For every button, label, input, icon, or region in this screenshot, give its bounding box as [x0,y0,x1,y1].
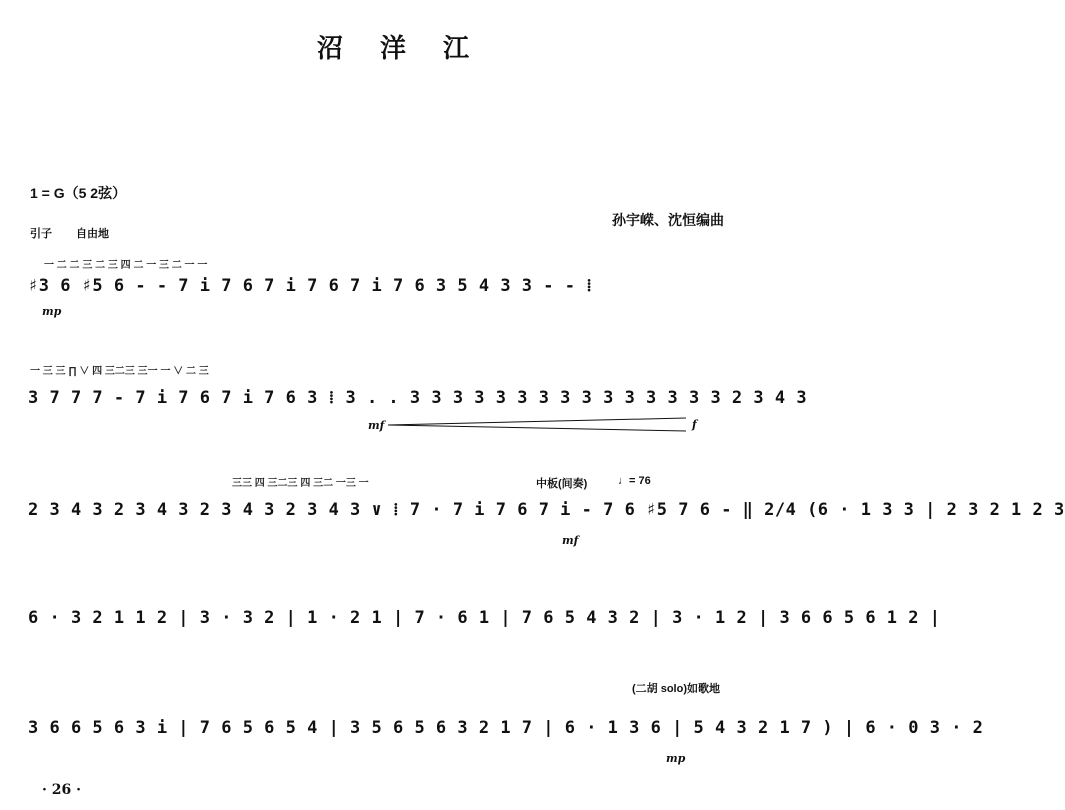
tempo-marking: ♩= 76 [618,475,651,487]
line2-notes: 3 7 7 7 - 7 i 7 6 7 i 7 6 3 ⁞ 3 . . 3 3 3 3 3 3 3 3 3 3 3 3 3 3 3 2 3 4 3 [28,388,808,408]
line5-notes: 3 6 6 5 6 3 i | 7 6 5 6 5 4 | 3 5 6 5 6 3 2 1 7 | 6 · 1 3 6 | 5 4 3 2 1 7 ) | 6 · 0 3 · 2 [28,718,984,738]
dynamic-mp-2: mp [666,752,686,765]
line2-fingering: 一 三 三 ∏ ∨ 四 三二三 三一 一 ∨ 二 三 [30,366,209,377]
score-line-5 [28,718,984,744]
key-signature: 1 = G（5 2弦） [30,185,127,201]
dynamic-f: f [692,418,697,431]
score-line-3 [28,500,1065,526]
intro-label: 引子 [30,228,52,240]
dynamic-mp: mp [42,305,62,318]
line3-notes: 2 3 4 3 2 3 4 3 2 3 4 3 2 3 4 3 ∨ ⁞ 7 · 7 i 7 6 7 i - 7 6 ♯5 7 6 - ‖ 2/4 (6 · 1 3 3 | 2 3 2 1 2 3 [28,500,1065,520]
solo-label: (二胡 solo)如歌地 [632,683,720,695]
dynamic-mf-2: mf [562,534,579,547]
line1-fingering: 一 二 二 三 二 三 四 二 一 三 二 一 一 [44,260,208,271]
song-title: 沼 洋 江 [316,34,484,64]
dynamic-mf: mf [368,419,385,432]
score-line-4 [28,608,941,634]
section-label: 中板(间奏) [536,478,588,490]
line1-notes: ♯3 6 ♯5 6 - - 7 i 7 6 7 i 7 6 7 i 7 6 3 5 4 3 3 - - ⁞ [28,276,593,296]
line4-notes: 6 · 3 2 1 1 2 | 3 · 3 2 | 1 · 2 1 | 7 · 6 1 | 7 6 5 4 3 2 | 3 · 1 2 | 3 6 6 5 6 1 2 | [28,608,941,628]
intro-tempo: 自由地 [76,228,109,240]
composer-credit: 孙宇嵘、沈恒编曲 [612,212,724,228]
page-number: · 26 · [42,782,81,798]
line3-fingering: 三三 四 三二三 四 三二 一三 一 [232,478,369,489]
